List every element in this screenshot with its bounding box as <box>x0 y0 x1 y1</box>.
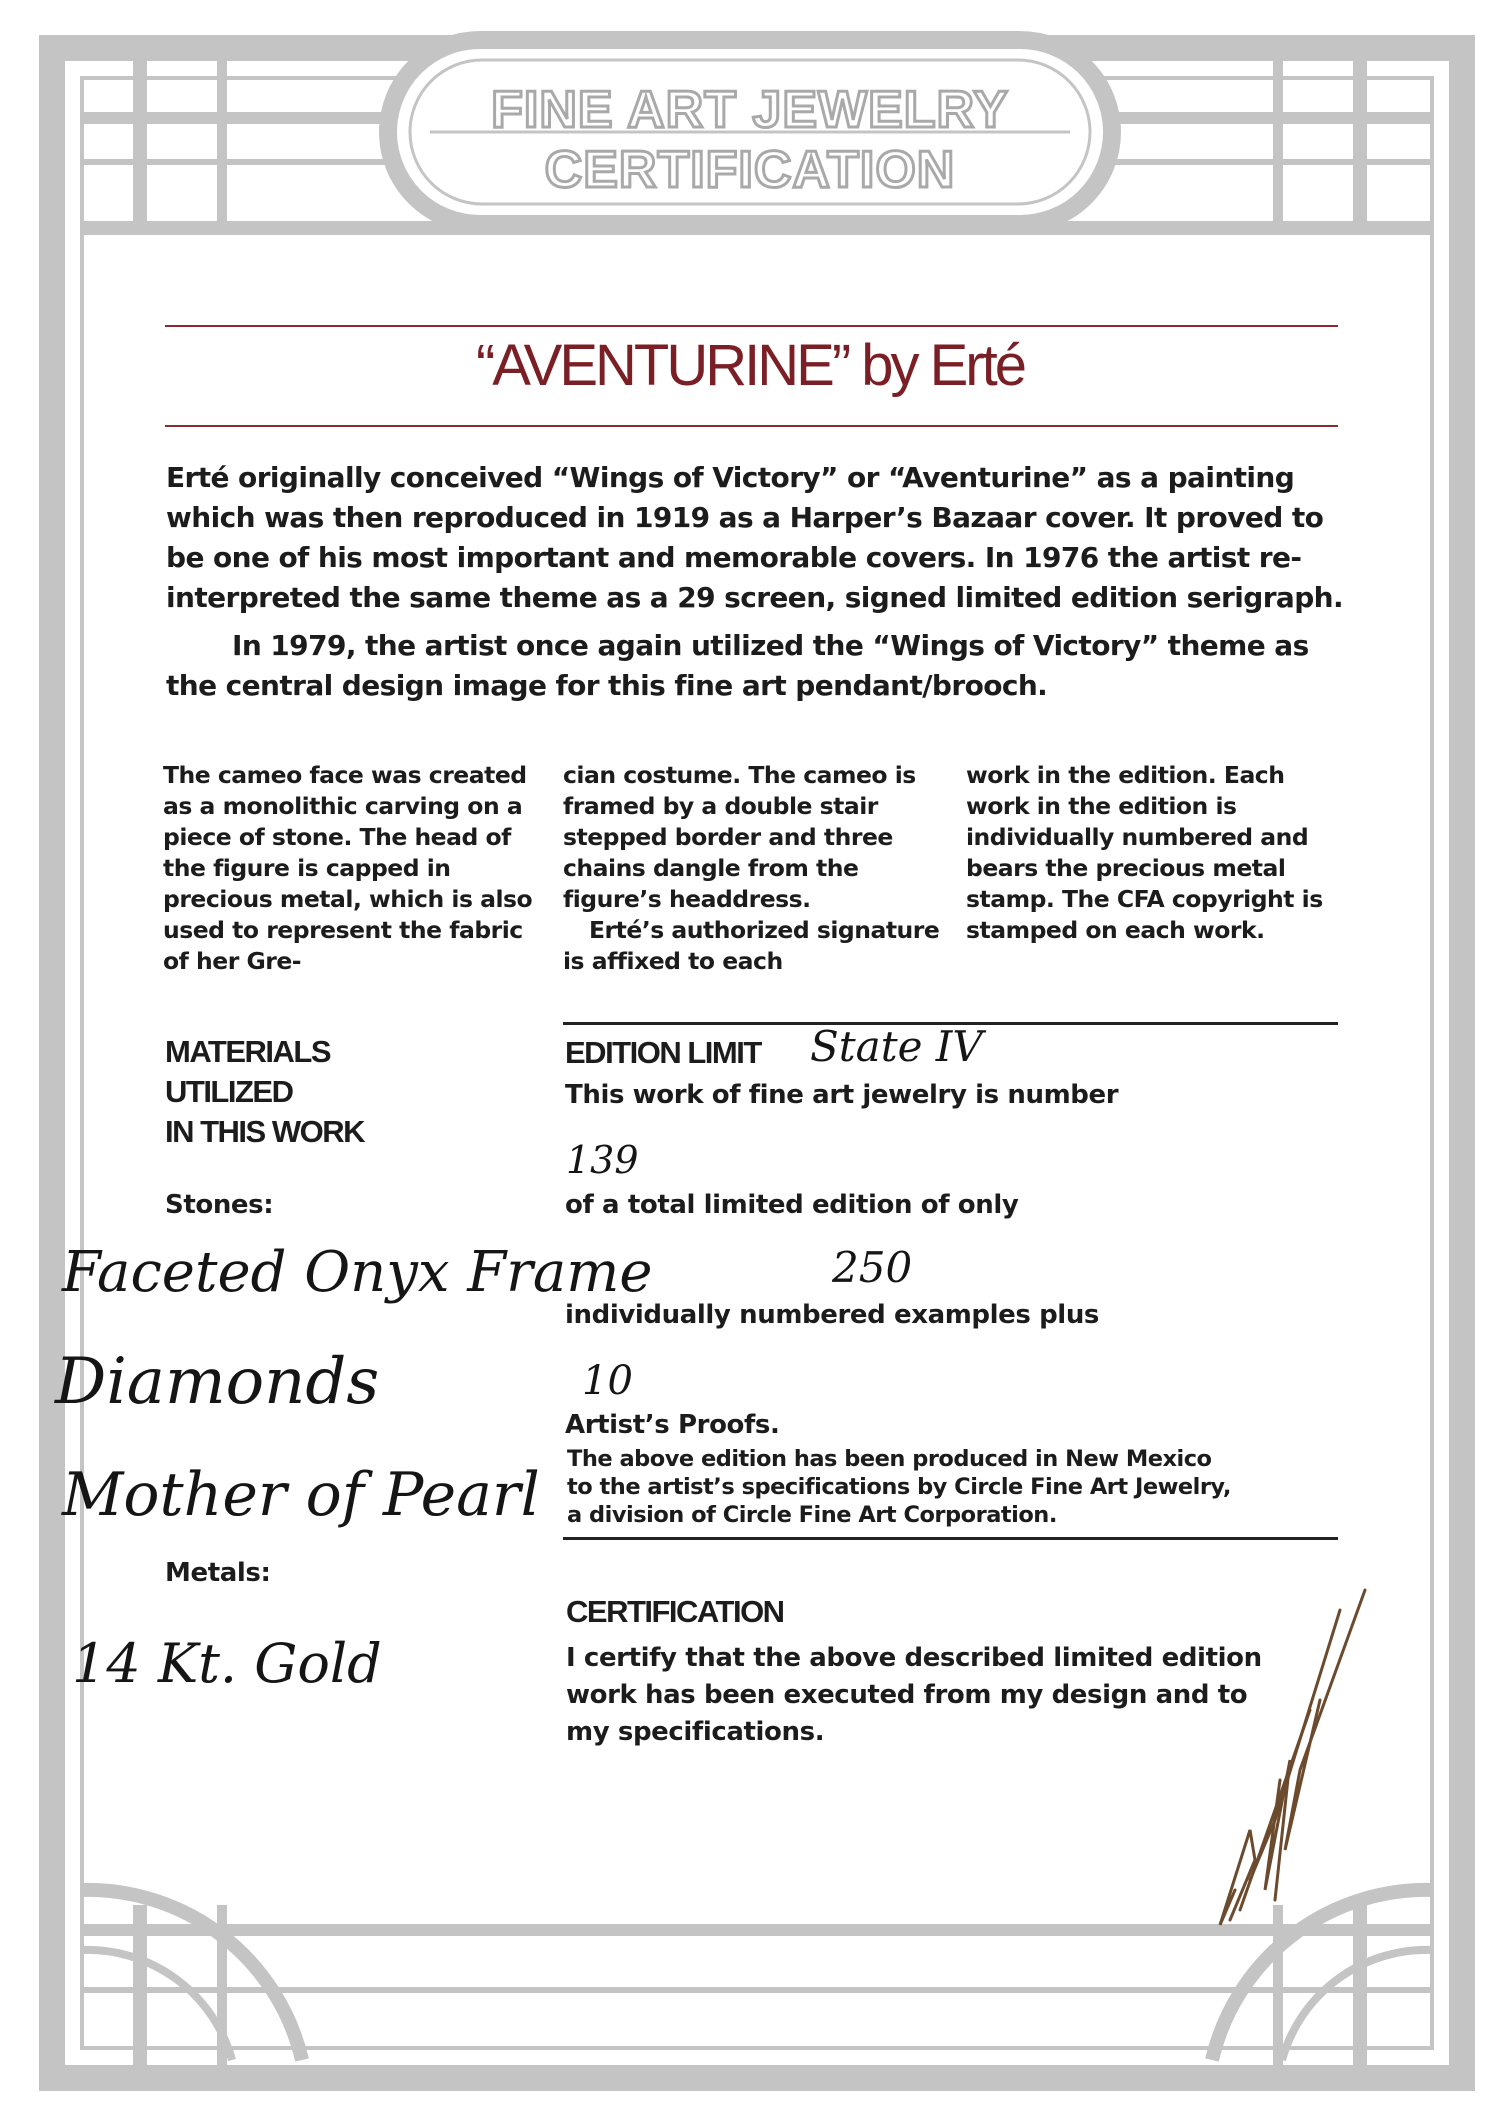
header-line-2: CERTIFICATION <box>544 141 956 199</box>
edition-line-total: of a total limited edition of only <box>565 1190 1019 1220</box>
description-column-1: The cameo face was created as a monolithic carving on a piece of stone. The head of the figure is capped in precious metal, which is also used to represent the fabric of her Gre- <box>163 761 533 975</box>
title-rule-top <box>165 325 1338 327</box>
edition-state: State IV <box>810 1022 983 1071</box>
intro-text <box>166 458 1346 706</box>
metals-label: Metals: <box>165 1558 271 1588</box>
certification-heading: CERTIFICATION <box>566 1594 784 1629</box>
description-column-2a: cian costume. The cameo is framed by a double stair stepped border and three chains dangle from the figure’s headdress. <box>563 761 916 913</box>
edition-heading: EDITION LIMIT <box>565 1035 761 1070</box>
materials-heading-line-1: MATERIALS <box>165 1034 331 1069</box>
edition-rule-bottom <box>563 1537 1338 1540</box>
edition-line-proofs: Artist’s Proofs. <box>565 1410 780 1440</box>
edition-proofs: 10 <box>582 1358 633 1404</box>
edition-line-number: This work of fine art jewelry is number <box>565 1080 1119 1110</box>
artist-signature <box>1180 1580 1400 1940</box>
description-column-2b: Erté’s authorized signature is affixed to each <box>563 916 940 975</box>
edition-total: 250 <box>832 1243 913 1292</box>
header-line-1: FINE ART JEWELRY <box>491 81 1009 139</box>
edition-number: 139 <box>566 1138 639 1182</box>
page-title: “AVENTURINE” by Erté <box>475 333 1024 398</box>
edition-produced-note: The above edition has been produced in New Mexico to the artist’s specifications by Circle Fine Art Jewelry, a division of Circle Fine Art Corporation. <box>567 1446 1231 1528</box>
materials-heading-line-2: UTILIZED <box>165 1074 293 1109</box>
materials-heading-line-3: IN THIS WORK <box>165 1114 364 1149</box>
description-column-3: work in the edition. Each work in the edition is individually numbered and bears the precious metal stamp. The CFA copyright is stamped on each work. <box>966 761 1323 944</box>
edition-line-examples: individually numbered examples plus <box>565 1300 1100 1330</box>
stone-value-3: Mother of Pearl <box>62 1460 540 1530</box>
materials-heading <box>165 1032 364 1152</box>
title-rule-bottom <box>165 425 1338 427</box>
metal-value-1: 14 Kt. Gold <box>72 1632 382 1695</box>
intro-paragraph-1: Erté originally conceived “Wings of Victory” or “Aventurine” as a painting which was then reproduced in 1919 as a Harper’s Bazaar cover. It proved to be one of his most important and memorable covers. In 1976 the artist re-interpreted the same theme as a 29 screen, signed limited edition serigraph. <box>166 461 1344 614</box>
stones-label: Stones: <box>165 1190 274 1220</box>
stone-value-1: Faceted Onyx Frame <box>62 1240 653 1305</box>
stone-value-2: Diamonds <box>55 1345 380 1419</box>
intro-paragraph-2: In 1979, the artist once again utilized the “Wings of Victory” theme as the central design image for this fine art pendant/brooch. <box>166 629 1309 702</box>
description-column-2 <box>563 760 948 977</box>
certification-text: I certify that the above described limited edition work has been executed from my design and to my specifications. <box>566 1643 1262 1747</box>
